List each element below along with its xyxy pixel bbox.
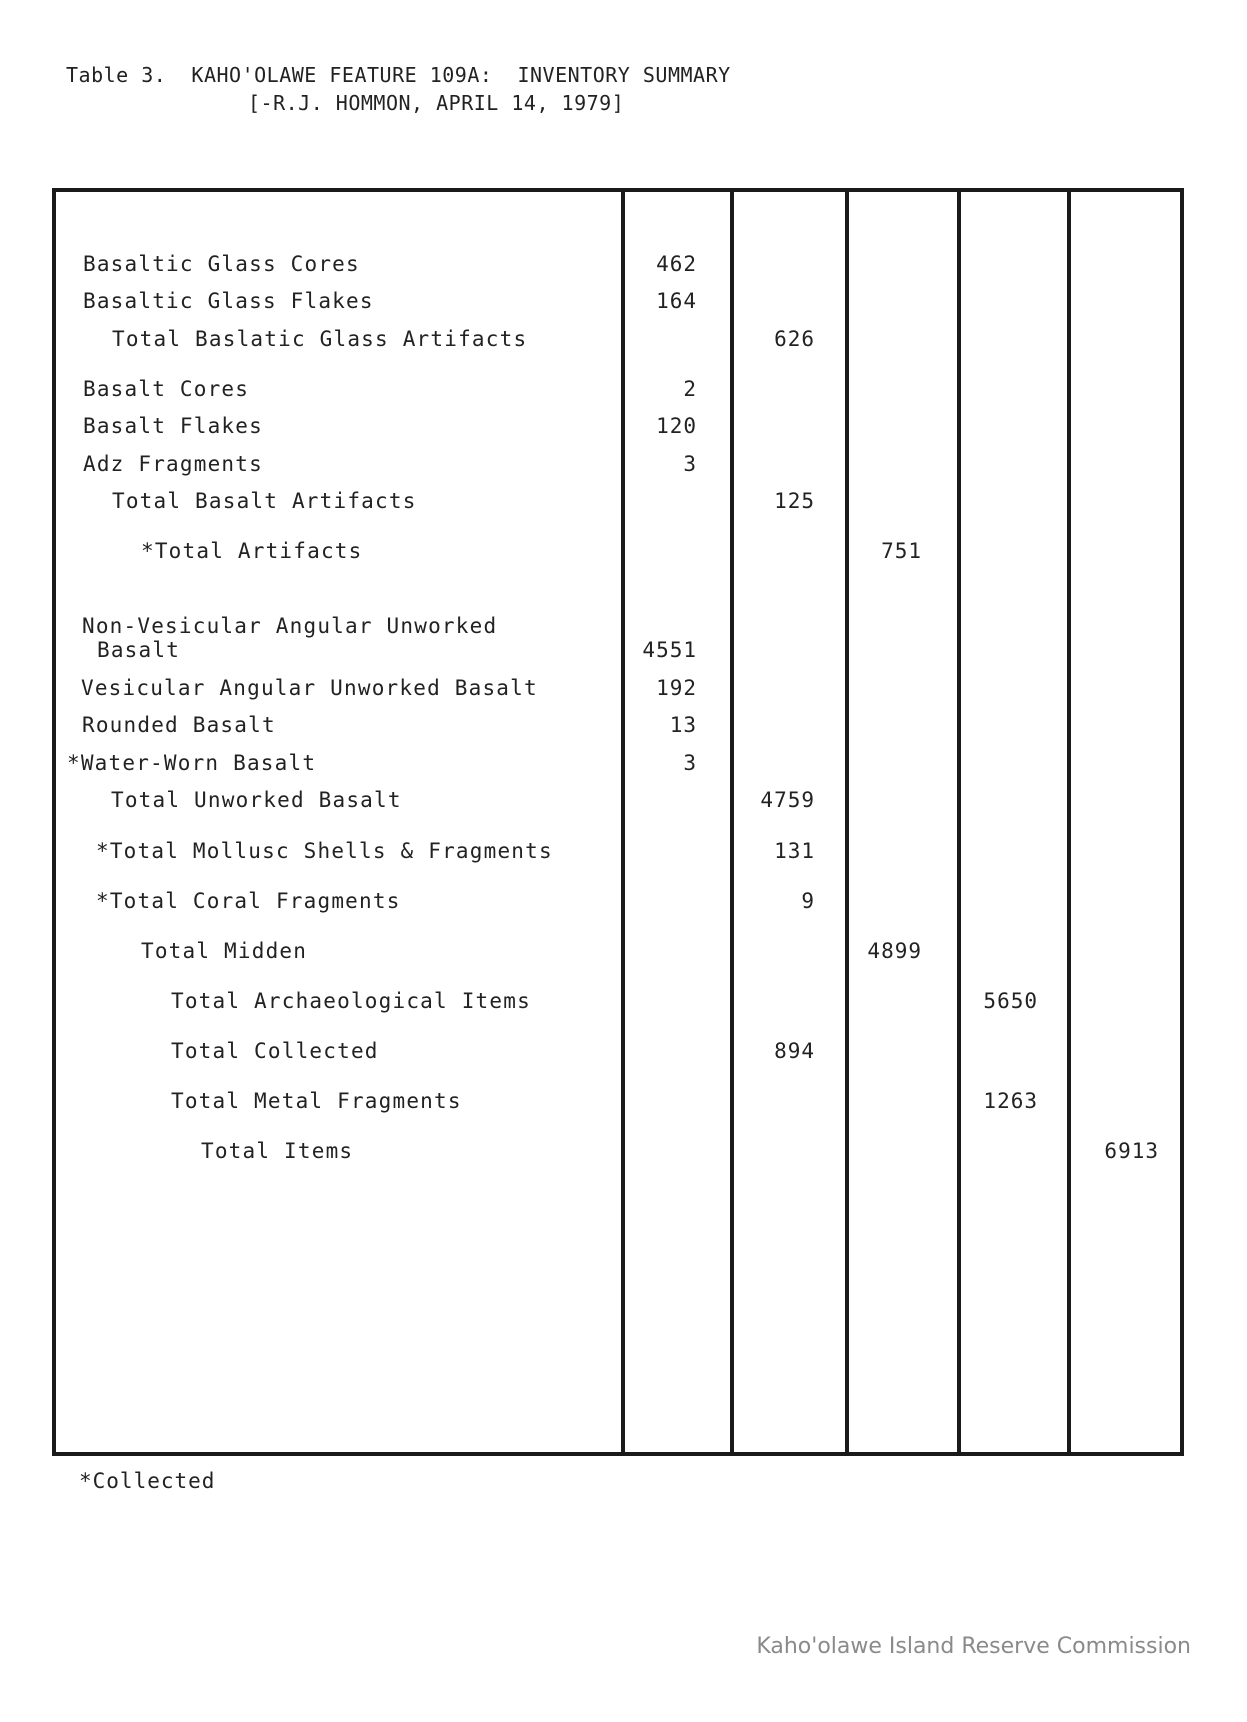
row-label: Adz Fragments bbox=[83, 452, 263, 476]
count-value: 626 bbox=[774, 327, 815, 351]
count-value: 6913 bbox=[1104, 1139, 1159, 1163]
row-label: Total Midden bbox=[141, 939, 308, 963]
table-subtitle: [-R.J. HOMMON, APRIL 14, 1979] bbox=[248, 91, 625, 115]
row-label: *Total Coral Fragments bbox=[96, 889, 401, 913]
count-value: 192 bbox=[656, 676, 697, 700]
row-label: Non-Vesicular Angular Unworked bbox=[82, 614, 498, 638]
row-label: *Water-Worn Basalt bbox=[67, 751, 317, 775]
table-row-continued bbox=[0, 637, 1247, 663]
table-row bbox=[0, 988, 1247, 1014]
table-row bbox=[0, 938, 1247, 964]
table-row bbox=[0, 1088, 1247, 1114]
watermark: Kaho'olawe Island Reserve Commission bbox=[756, 1634, 1191, 1659]
count-value: 894 bbox=[774, 1039, 815, 1063]
table-row bbox=[0, 675, 1247, 701]
count-value: 9 bbox=[801, 889, 815, 913]
table-row bbox=[0, 750, 1247, 776]
footnote: *Collected bbox=[79, 1469, 216, 1493]
count-value: 4899 bbox=[867, 939, 922, 963]
count-value: 5650 bbox=[983, 989, 1038, 1013]
table-row bbox=[0, 451, 1247, 477]
table-row bbox=[0, 251, 1247, 277]
table-row bbox=[0, 538, 1247, 564]
table-title: Table 3. KAHO'OLAWE FEATURE 109A: INVENTORY SUMMARY bbox=[66, 63, 731, 87]
table-row bbox=[0, 613, 1247, 639]
row-label: Total Unworked Basalt bbox=[111, 788, 402, 812]
table-row bbox=[0, 413, 1247, 439]
row-label: Total Collected bbox=[171, 1039, 379, 1063]
count-value: 4759 bbox=[760, 788, 815, 812]
row-label: Vesicular Angular Unworked Basalt bbox=[81, 676, 538, 700]
count-value: 1263 bbox=[983, 1089, 1038, 1113]
row-label: Rounded Basalt bbox=[82, 713, 276, 737]
row-label-continued: Basalt bbox=[97, 638, 181, 662]
table-row bbox=[0, 326, 1247, 352]
row-label: *Total Artifacts bbox=[141, 539, 363, 563]
table-row bbox=[0, 787, 1247, 813]
table-row bbox=[0, 288, 1247, 314]
count-value: 125 bbox=[774, 489, 815, 513]
count-value: 3 bbox=[683, 751, 697, 775]
row-label: Total Metal Fragments bbox=[171, 1089, 462, 1113]
row-label: Total Basalt Artifacts bbox=[112, 489, 417, 513]
table-row bbox=[0, 712, 1247, 738]
table-row bbox=[0, 1038, 1247, 1064]
row-label: *Total Mollusc Shells & Fragments bbox=[96, 839, 553, 863]
table-row bbox=[0, 1138, 1247, 1164]
count-value: 2 bbox=[683, 377, 697, 401]
row-label: Basaltic Glass Cores bbox=[83, 252, 360, 276]
row-label: Basalt Cores bbox=[83, 377, 250, 401]
row-label: Basaltic Glass Flakes bbox=[83, 289, 374, 313]
row-label: Total Baslatic Glass Artifacts bbox=[112, 327, 528, 351]
table-row bbox=[0, 376, 1247, 402]
count-value: 751 bbox=[881, 539, 922, 563]
count-value: 13 bbox=[669, 713, 697, 737]
count-value: 164 bbox=[656, 289, 697, 313]
row-label: Basalt Flakes bbox=[83, 414, 263, 438]
table-row bbox=[0, 888, 1247, 914]
row-label: Total Items bbox=[201, 1139, 354, 1163]
row-label: Total Archaeological Items bbox=[171, 989, 531, 1013]
count-value: 462 bbox=[656, 252, 697, 276]
table-row bbox=[0, 488, 1247, 514]
count-value: 131 bbox=[774, 839, 815, 863]
table-row bbox=[0, 838, 1247, 864]
count-value: 4551 bbox=[642, 638, 697, 662]
count-value: 3 bbox=[683, 452, 697, 476]
count-value: 120 bbox=[656, 414, 697, 438]
